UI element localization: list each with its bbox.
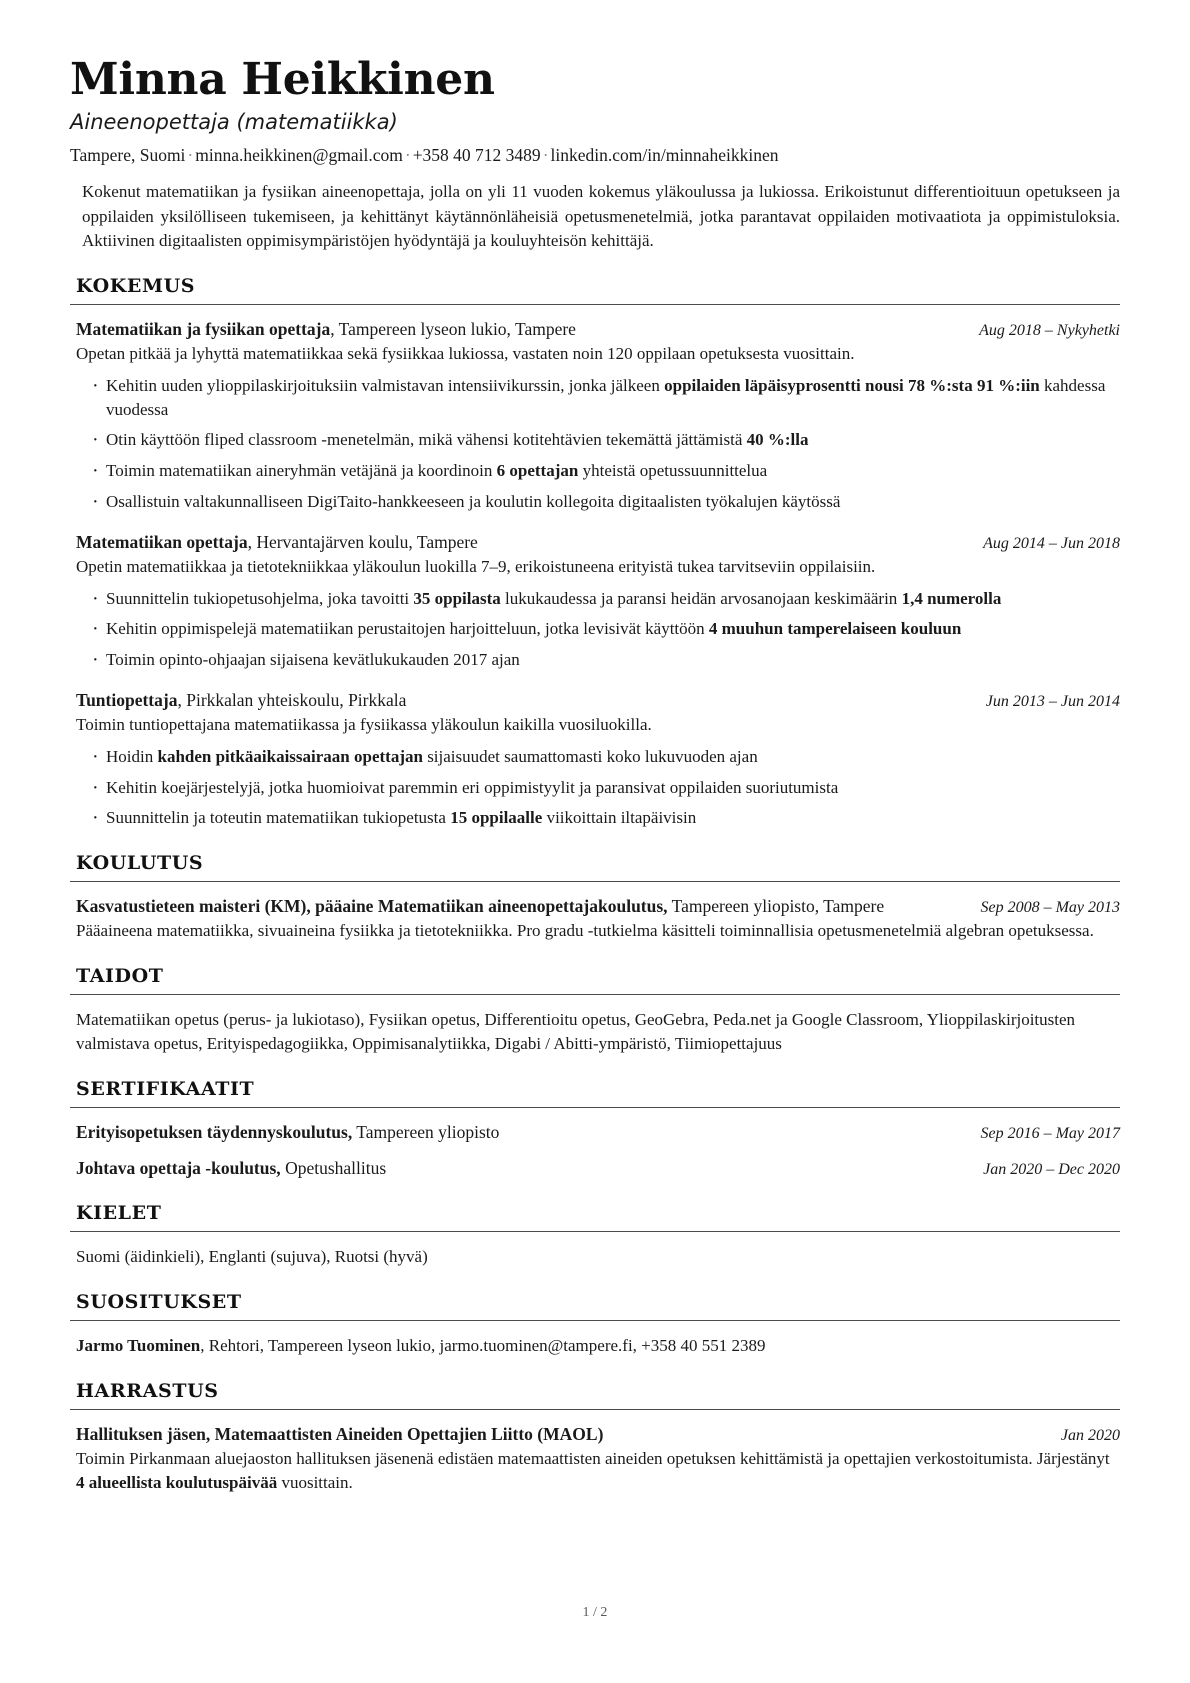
body-text: Kehitin koejärjestelyjä, jotka huomioivat paremmin eri oppimistyylit ja paransivat oppilaiden suoriutumista xyxy=(106,777,839,797)
contact-line xyxy=(70,144,1120,167)
section-hobbies xyxy=(70,1380,1120,1495)
hobby-description xyxy=(76,1447,1120,1495)
experience-entry-list xyxy=(70,318,1120,830)
school-name: Tampereen yliopisto, Tampere xyxy=(667,896,885,917)
entry-header xyxy=(76,1423,1120,1446)
body-text: Toimin matematiikan aineryhmän vetäjänä ja koordinoin xyxy=(106,461,497,481)
entry-title xyxy=(76,531,965,554)
section-experience xyxy=(70,275,1120,830)
section-divider xyxy=(70,1409,1120,1410)
section-divider xyxy=(70,881,1120,882)
certificate-date-range: Jan 2020 – Dec 2020 xyxy=(983,1160,1120,1178)
job-description: Opetin matematiikkaa ja tietotekniikkaa yläkoulun luokilla 7–9, erikoistuneena erityistä tukea tarvitseviin oppilaisiin. xyxy=(76,556,876,576)
contact-separator-icon: · xyxy=(542,144,549,165)
degree-name: Kasvatustieteen maisteri (KM), pääaine Matematiikan aineenopettajakoulutus, xyxy=(76,896,668,917)
page-footer: 1 / 2 xyxy=(582,1605,608,1620)
emphasis-text: 1,4 numerolla xyxy=(901,588,1002,608)
achievement-item xyxy=(76,617,1120,641)
languages-text: Suomi (äidinkieli), Englanti (sujuva), Ruotsi (hyvä) xyxy=(76,1246,428,1266)
certificate-issuer: Tampereen yliopisto xyxy=(352,1122,500,1143)
contact-phone[interactable]: +358 40 712 3489 xyxy=(412,144,541,165)
entry-header xyxy=(76,531,1120,554)
job-organization: , Hervantajärven koulu, Tampere xyxy=(247,531,478,552)
entry-header xyxy=(76,689,1120,712)
section-title-skills: TAIDOT xyxy=(76,965,164,988)
section-education xyxy=(70,852,1120,943)
certificate-entry-list xyxy=(70,1121,1120,1179)
achievement-item xyxy=(76,459,1120,483)
body-text: Suunnittelin ja toteutin matematiikan tukiopetusta xyxy=(106,808,451,828)
body-text: Suunnittelin tukiopetusohjelma, joka tavoitti xyxy=(106,588,414,608)
candidate-headline: Aineenopettaja (matematiikka) xyxy=(70,109,398,134)
contact-linkedin[interactable]: linkedin.com/in/minnaheikkinen xyxy=(550,144,779,165)
achievement-item xyxy=(76,490,1120,514)
section-divider xyxy=(70,994,1120,995)
section-title-languages: KIELET xyxy=(76,1201,162,1224)
skills-text: Matematiikan opetus (perus- ja lukiotaso), Fysiikan opetus, Differentioitu opetus, GeoGebra, Peda.net ja Google Classroom, Ylioppilaskirjoitusten valmistava opetus, Erityispedagogiikka, Oppimisanalytiikka, Digabi / Abitti-ympäristö, Tiimiopettajuus xyxy=(76,1010,1076,1054)
body-text: Osallistuin valtakunnalliseen DigiTaito-hankkeeseen ja koulutin kollegoita digitaalisten työkalujen käytössä xyxy=(106,491,841,511)
resume-content xyxy=(70,56,1120,1495)
contact-separator-icon: · xyxy=(187,144,194,165)
professional-summary: Kokenut matematiikan ja fysiikan aineenopettaja, jolla on yli 11 vuoden kokemus yläkoulussa ja lukiossa. Erikoistunut differentioituun opetukseen ja oppilaiden yksilölliseen tukemiseen, ja kehittänyt käytännönläheisiä opetusmenetelmiä, jotka parantavat oppilaiden motivaatiota ja oppimistuloksia. Aktiivinen digitaalisten oppimisympäristöjen hyödyntäjä ja kouluyhteisön kehittäjä. xyxy=(82,182,1120,250)
job-organization: , Tampereen lyseon lukio, Tampere xyxy=(330,318,576,339)
experience-entry xyxy=(76,531,1120,672)
contact-location: Tampere, Suomi xyxy=(70,144,186,165)
certificate-date-range: Sep 2016 – May 2017 xyxy=(980,1125,1120,1143)
body-text: vuosittain. xyxy=(277,1472,353,1492)
experience-entry xyxy=(76,318,1120,514)
body-text: yhteistä opetussuunnittelua xyxy=(578,461,768,481)
job-role: Matematiikan ja fysiikan opettaja xyxy=(76,318,331,339)
body-text: Toimin Pirkanmaan aluejaoston hallituksen jäsenenä edistäen matemaattisten aineiden opetuksen kehittämistä ja opettajien verkostoitumista. Järjestänyt xyxy=(76,1448,1110,1468)
job-role: Matematiikan opettaja xyxy=(76,531,248,552)
emphasis-text: oppilaiden läpäisyprosentti nousi 78 %:sta 91 %:iin xyxy=(664,375,1040,395)
hobby-date: Jan 2020 xyxy=(1060,1426,1120,1444)
education-date-range: Sep 2008 – May 2013 xyxy=(980,899,1120,917)
section-references xyxy=(70,1291,1120,1358)
hobby-entry xyxy=(76,1423,1120,1495)
achievement-item xyxy=(76,745,1120,769)
section-divider xyxy=(70,1107,1120,1108)
job-date-range: Aug 2014 – Jun 2018 xyxy=(983,534,1120,552)
emphasis-text: 6 opettajan xyxy=(496,461,579,481)
reference-entry xyxy=(76,1334,1120,1358)
section-title-education: KOULUTUS xyxy=(76,852,204,875)
body-text: lukukaudessa ja paransi heidän arvosanojaan keskimäärin xyxy=(500,588,902,608)
body-text: Otin käyttöön fliped classroom -menetelmän, mikä vähensi kotitehtävien tekemättä jättämistä xyxy=(106,430,747,450)
certificate-name: Johtava opettaja -koulutus, xyxy=(76,1157,281,1178)
emphasis-text: 4 muuhun tamperelaiseen kouluun xyxy=(708,619,962,639)
certificate-issuer: Opetushallitus xyxy=(280,1157,387,1178)
section-divider xyxy=(70,1231,1120,1232)
certificate-entry xyxy=(76,1157,1120,1180)
reference-entry-list xyxy=(70,1334,1120,1358)
section-title-certificates: SERTIFIKAATIT xyxy=(76,1078,255,1101)
job-description: Opetan pitkää ja lyhyttä matematiikkaa sekä fysiikkaa lukiossa, vastaten noin 120 oppilaan opetuksesta vuosittain. xyxy=(76,343,855,363)
section-divider xyxy=(70,304,1120,305)
achievement-list xyxy=(76,587,1120,672)
reference-name: Jarmo Tuominen xyxy=(76,1335,201,1355)
section-certificates xyxy=(70,1078,1120,1179)
section-languages xyxy=(70,1202,1120,1269)
emphasis-text: 15 oppilaalle xyxy=(450,808,543,828)
contact-separator-icon: · xyxy=(404,144,411,165)
section-title-hobbies: HARRASTUS xyxy=(76,1379,219,1402)
achievement-item xyxy=(76,776,1120,800)
section-skills xyxy=(70,965,1120,1056)
job-date-range: Jun 2013 – Jun 2014 xyxy=(985,692,1120,710)
body-text: sijaisuudet saumattomasti koko lukuvuoden ajan xyxy=(422,746,758,766)
education-entry-list xyxy=(70,895,1120,943)
body-text: Kehitin uuden ylioppilaskirjoituksiin valmistavan intensiivikurssin, jonka jälkeen xyxy=(106,375,665,395)
hobby-entry-list xyxy=(70,1423,1120,1495)
achievement-item xyxy=(76,587,1120,611)
job-role: Tuntiopettaja xyxy=(76,689,178,710)
section-divider xyxy=(70,1320,1120,1321)
section-title-experience: KOKEMUS xyxy=(76,274,196,297)
job-organization: , Pirkkalan yhteiskoulu, Pirkkala xyxy=(177,689,407,710)
entry-header xyxy=(76,895,1120,918)
education-entry xyxy=(76,895,1120,943)
achievement-list xyxy=(76,745,1120,830)
section-title-references: SUOSITUKSET xyxy=(76,1290,242,1313)
emphasis-text: 35 oppilasta xyxy=(413,588,501,608)
certificate-title xyxy=(76,1157,386,1180)
achievement-item xyxy=(76,648,1120,672)
certificate-name: Erityisopetuksen täydennyskoulutus, xyxy=(76,1122,353,1143)
emphasis-text: 4 alueellista koulutuspäivää xyxy=(76,1472,278,1492)
body-text: viikoittain iltapäivisin xyxy=(542,808,697,828)
job-date-range: Aug 2018 – Nykyhetki xyxy=(979,321,1120,339)
certificate-entry xyxy=(76,1121,1120,1144)
job-description: Toimin tuntiopettajana matematiikassa ja fysiikassa yläkoulun kaikilla vuosiluokilla. xyxy=(76,715,652,735)
reference-details: , Rehtori, Tampereen lyseon lukio, jarmo.tuominen@tampere.fi, +358 40 551 2389 xyxy=(200,1335,766,1355)
entry-title xyxy=(76,1423,1043,1446)
body-text: Toimin opinto-ohjaajan sijaisena kevätlukukauden 2017 ajan xyxy=(106,650,520,670)
achievement-item xyxy=(76,374,1120,422)
education-description: Pääaineena matematiikka, sivuaineina fysiikka ja tietotekniikka. Pro gradu -tutkielma käsitteli toiminnallisia opetusmenetelmiä algebran opetuksessa. xyxy=(76,921,1094,941)
body-text: Kehitin oppimispelejä matematiikan perustaitojen harjoitteluun, jotka levisivät käyttöön xyxy=(106,619,709,639)
achievement-item xyxy=(76,806,1120,830)
contact-email[interactable]: minna.heikkinen@gmail.com xyxy=(195,144,403,165)
entry-title xyxy=(76,895,962,918)
hobby-role: Hallituksen jäsen, Matemaattisten Aineiden Opettajien Liitto (MAOL) xyxy=(76,1423,604,1444)
entry-header xyxy=(76,318,1120,341)
certificate-title xyxy=(76,1121,499,1144)
emphasis-text: 40 %:lla xyxy=(746,430,809,450)
experience-entry xyxy=(76,689,1120,830)
emphasis-text: kahden pitkäaikaissairaan opettajan xyxy=(157,746,423,766)
resume-header xyxy=(70,56,1120,253)
candidate-name: Minna Heikkinen xyxy=(70,54,495,105)
entry-title xyxy=(76,318,961,341)
achievement-item xyxy=(76,428,1120,452)
body-text: kahdessa vuodessa xyxy=(106,375,1106,419)
body-text: Hoidin xyxy=(106,746,158,766)
achievement-list xyxy=(76,374,1120,514)
entry-title xyxy=(76,689,968,712)
